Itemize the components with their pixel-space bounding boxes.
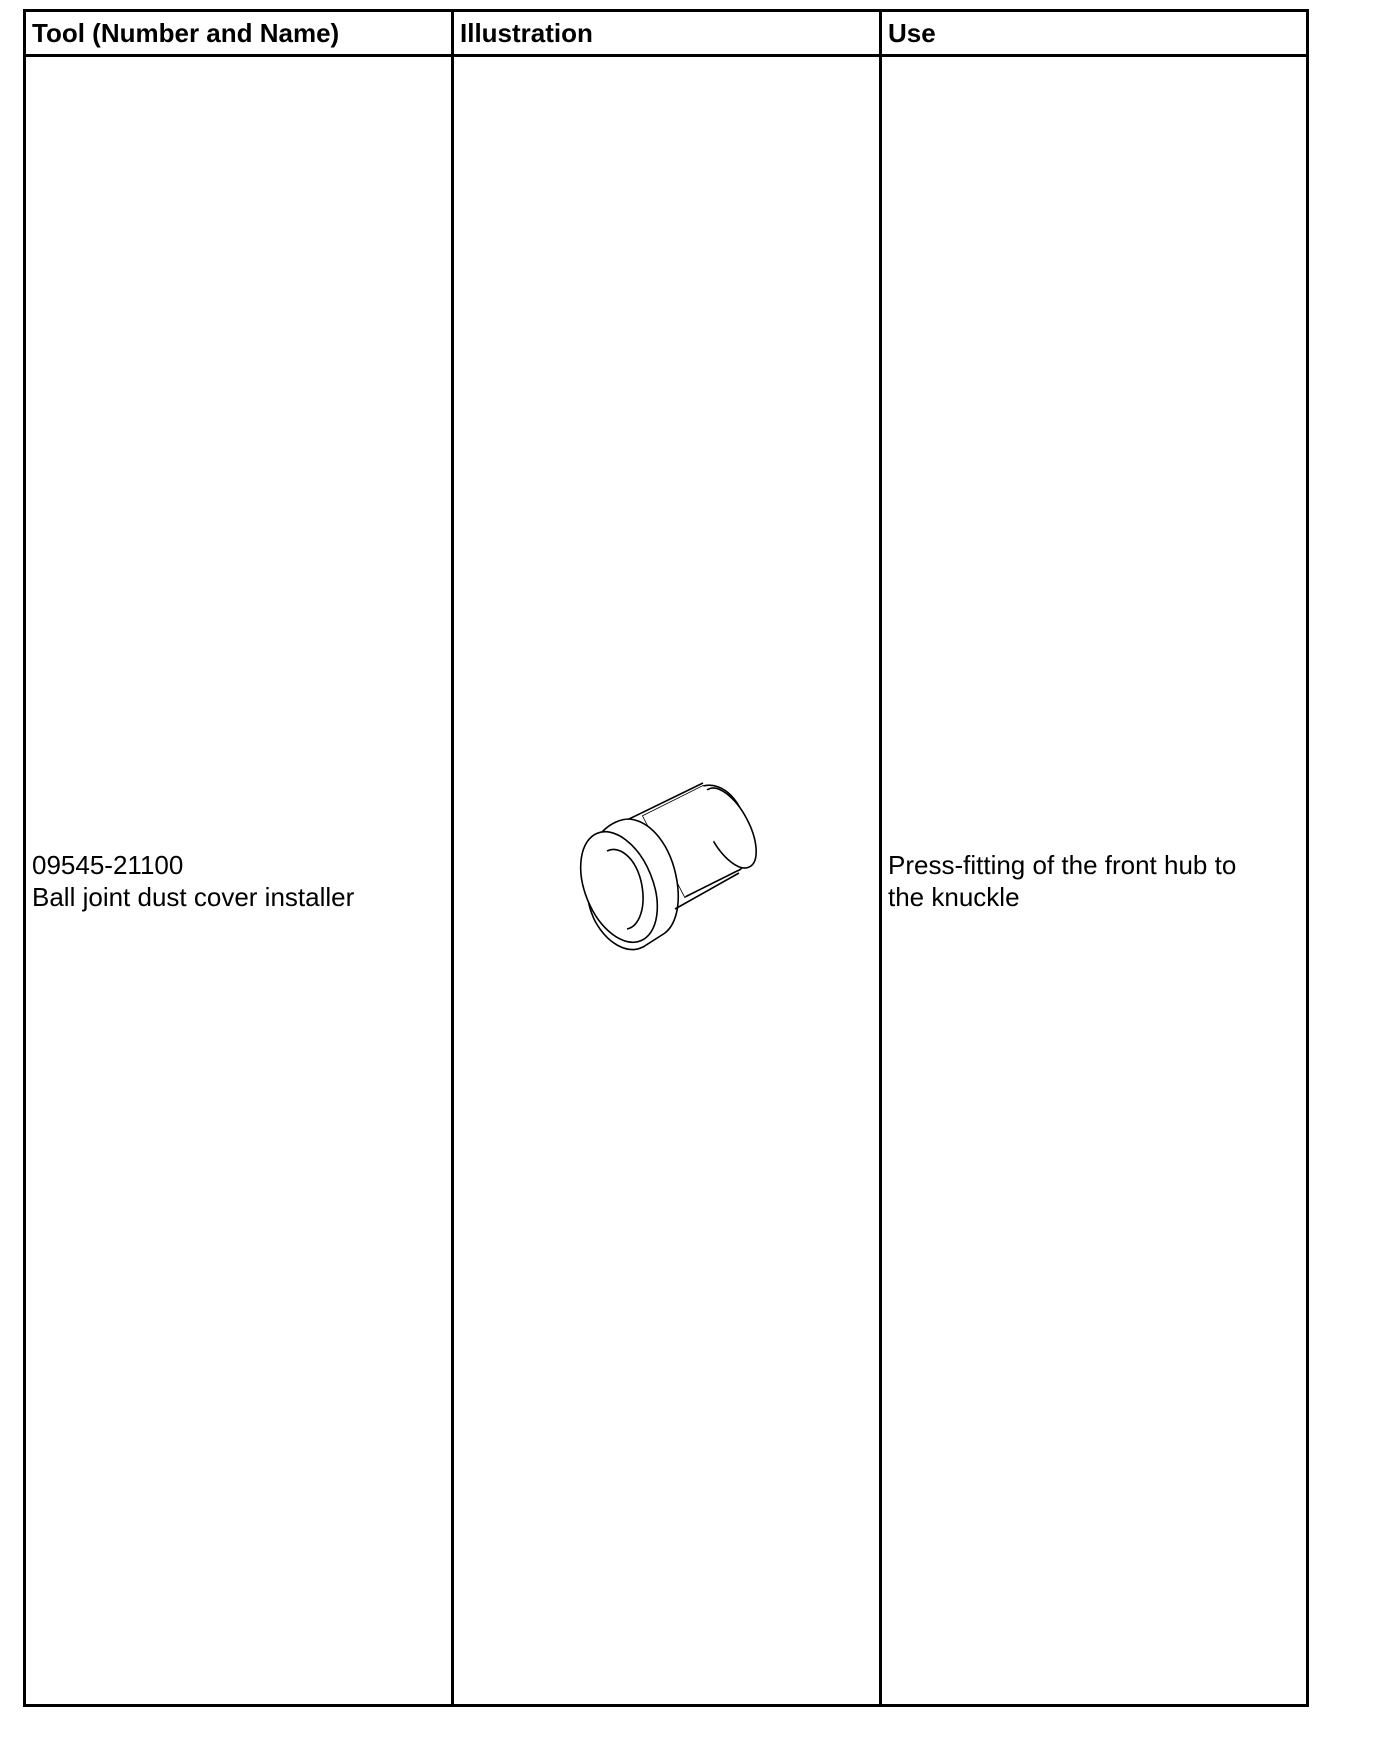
header-illustration: Illustration: [454, 12, 882, 57]
cell-use: [882, 57, 1306, 1704]
tool-number: 09545-21100: [32, 849, 184, 880]
use-text: [882, 849, 1244, 913]
tool-text: [26, 849, 362, 913]
use-line-2: the knuckle: [888, 881, 1020, 912]
use-line-1: Press-fitting of the front hub to: [888, 849, 1237, 880]
header-use: Use: [882, 12, 1306, 57]
cell-tool: [26, 57, 454, 1704]
special-tool-table: [23, 9, 1309, 1707]
dust-cover-installer-icon: [557, 771, 777, 991]
cell-illustration: [454, 57, 882, 1704]
tool-name: Ball joint dust cover installer: [32, 881, 355, 912]
header-tool: Tool (Number and Name): [26, 12, 454, 57]
